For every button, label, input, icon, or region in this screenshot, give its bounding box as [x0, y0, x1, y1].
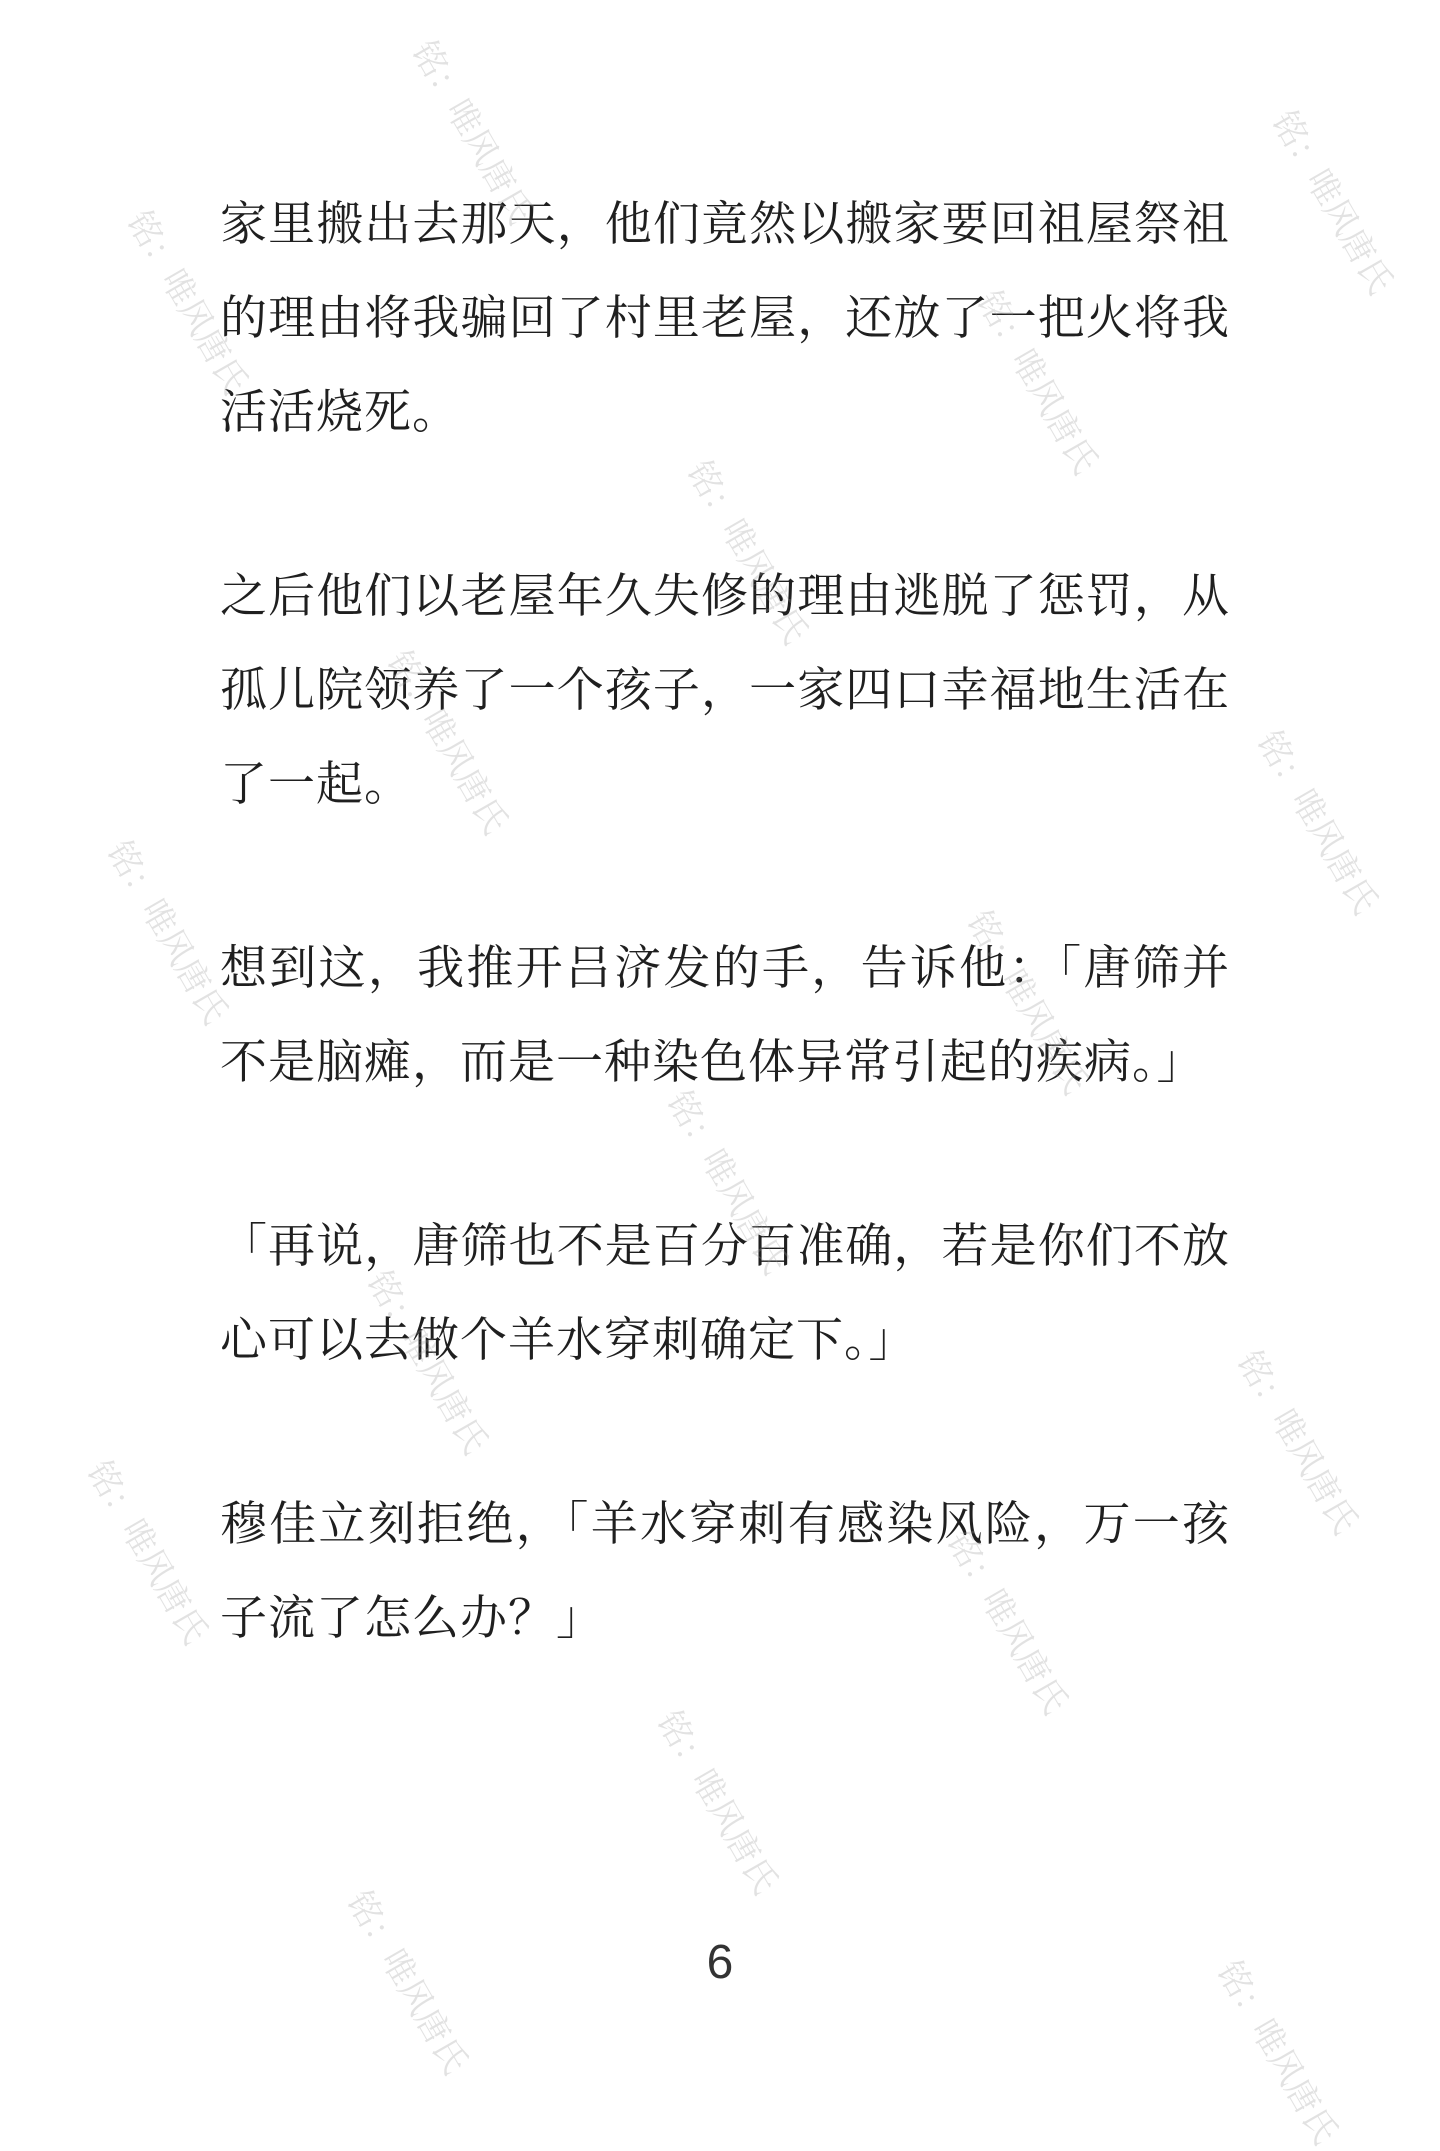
watermark: 铭：唯风唐氏	[118, 204, 256, 401]
paragraph-1: 家里搬出去那天，他们竟然以搬家要回祖屋祭祖的理由将我骗回了村里老屋，还放了一把火将我活活烧死。	[220, 197, 1230, 440]
body-text	[220, 178, 1230, 1666]
watermark: 铭：唯风唐氏	[968, 284, 1106, 481]
paragraph-3: 想到这，我推开吕济发的手，告诉他：「唐筛并不是脑瘫，而是一种染色体异常引起的疾病。」	[220, 941, 1230, 1090]
watermark: 铭：唯风唐氏	[648, 1704, 786, 1901]
watermark: 铭：唯风唐氏	[1248, 724, 1386, 921]
watermark: 铭：唯风唐氏	[78, 1454, 216, 1651]
watermark: 铭：唯风唐氏	[1208, 1954, 1346, 2151]
watermark: 铭：唯风唐氏	[403, 34, 541, 231]
watermark: 铭：唯风唐氏	[1263, 104, 1401, 301]
paragraph-2: 之后他们以老屋年久失修的理由逃脱了惩罚，从孤儿院领养了一个孩子，一家四口幸福地生活在了一起。	[220, 569, 1230, 812]
paragraph-4: 「再说，唐筛也不是百分百准确，若是你们不放心可以去做个羊水穿刺确定下。」	[220, 1219, 1230, 1368]
watermark: 铭：唯风唐氏	[678, 454, 816, 651]
paragraph-5: 穆佳立刻拒绝，「羊水穿刺有感染风险，万一孩子流了怎么办？」	[220, 1497, 1230, 1646]
watermark: 铭：唯风唐氏	[1228, 1344, 1366, 1541]
watermark: 铭：唯风唐氏	[358, 1264, 496, 1461]
page-number: 6	[706, 1936, 734, 1989]
watermark: 铭：唯风唐氏	[938, 1524, 1076, 1721]
watermark: 铭：唯风唐氏	[658, 1084, 796, 1281]
watermark: 铭：唯风唐氏	[98, 834, 236, 1031]
watermark: 铭：唯风唐氏	[338, 1884, 476, 2081]
watermark: 铭：唯风唐氏	[958, 904, 1096, 1101]
watermark: 铭：唯风唐氏	[378, 644, 516, 841]
